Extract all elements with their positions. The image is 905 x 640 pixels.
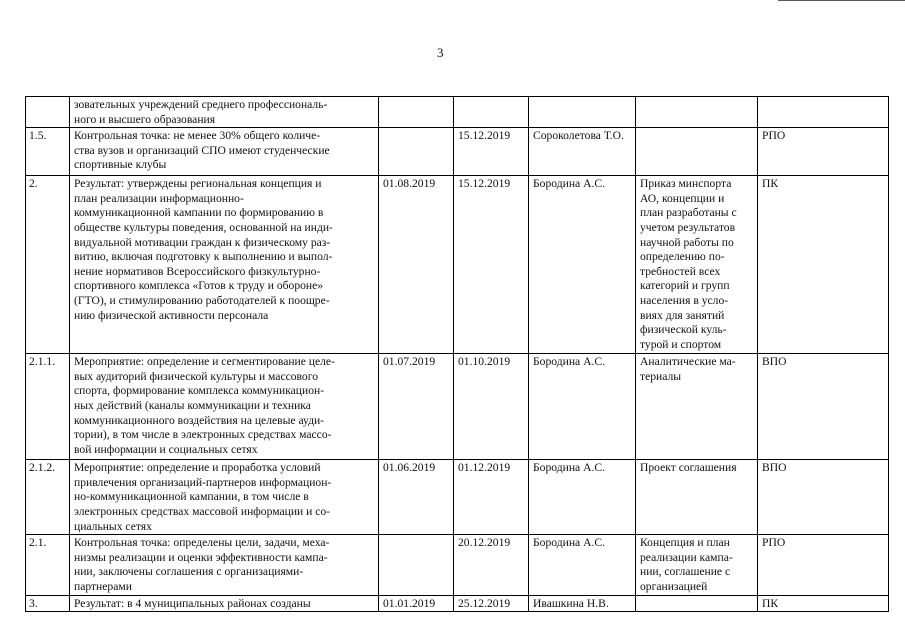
table-row <box>26 176 889 354</box>
description-cell-line: Контрольная точка: не менее 30% общего количе- <box>74 129 321 143</box>
description-cell-line: циальных сетях <box>74 519 152 533</box>
start-date-cell <box>379 128 454 176</box>
table-row <box>26 97 889 128</box>
control-level-cell: РПО <box>758 535 889 595</box>
plan-table <box>25 96 889 612</box>
description-cell-line: спортивного комплекса «Готов к труду и обороне» <box>74 279 324 293</box>
result-document-cell-line: виях для занятий <box>640 308 725 322</box>
row-number-cell: 1.5. <box>26 128 70 176</box>
description-cell-line: коммуникационной кампании по формированию в <box>74 206 324 220</box>
description-cell-line: нии, заключены соглашения с организациями- <box>74 565 304 579</box>
control-level-cell: ВПО <box>758 354 889 460</box>
result-document-cell-line: требностей всех <box>640 264 721 278</box>
end-date-cell: 01.12.2019 <box>454 460 529 535</box>
result-document-cell-line: нии, соглашение с <box>640 565 731 579</box>
description-cell <box>70 535 379 595</box>
description-cell-line: ства вузов и организаций СПО имеют студенческие <box>74 143 330 157</box>
end-date-cell: 25.12.2019 <box>454 595 529 612</box>
control-level-cell: ПК <box>758 176 889 354</box>
result-document-cell-line: АО, концепции и <box>640 191 725 205</box>
row-number-cell: 2.1. <box>26 535 70 595</box>
description-cell <box>70 97 379 128</box>
result-document-cell-line: Проект соглашения <box>640 461 737 475</box>
result-document-cell-line: организацией <box>640 579 708 593</box>
start-date-cell: 01.08.2019 <box>379 176 454 354</box>
start-date-cell: 01.07.2019 <box>379 354 454 460</box>
result-document-cell-line: научной работы по <box>640 235 734 249</box>
description-cell <box>70 595 379 612</box>
start-date-cell <box>379 535 454 595</box>
result-document-cell <box>636 176 758 354</box>
control-level-cell <box>758 97 889 128</box>
result-document-cell <box>636 128 758 176</box>
result-document-cell-line: населения в усло- <box>640 293 729 307</box>
description-cell-line: Результат: утверждены региональная концепция и <box>74 177 322 191</box>
description-cell-line: партнерами <box>74 579 132 593</box>
description-cell-line: ного и высшего образования <box>74 112 216 126</box>
description-cell-line: ных действий (каналы коммуникации и техника <box>74 398 311 412</box>
result-document-cell-line: план разработаны с <box>640 206 737 220</box>
description-cell-line: вых аудиторий физической культуры и массового <box>74 369 318 383</box>
result-document-cell <box>636 595 758 612</box>
description-cell-line: видуальной мотивации граждан к физическому раз- <box>74 235 331 249</box>
responsible-person-cell: Бородина А.С. <box>529 535 636 595</box>
row-number-cell: 3. <box>26 595 70 612</box>
page-number: 3 <box>437 45 444 60</box>
result-document-cell <box>636 354 758 460</box>
description-cell-line: нию физической активности персонала <box>74 308 269 322</box>
description-cell-line: план реализации информационно- <box>74 191 244 205</box>
description-cell-line: привлечения организаций-партнеров информацион- <box>74 475 332 489</box>
description-cell-line: обществе культуры поведения, основанной на инди- <box>74 220 333 234</box>
description-cell-line: электронных средствах массовой информации и со- <box>74 504 331 518</box>
end-date-cell: 20.12.2019 <box>454 535 529 595</box>
table-row <box>26 354 889 460</box>
control-level-cell: ВПО <box>758 460 889 535</box>
control-level-cell: РПО <box>758 128 889 176</box>
description-cell <box>70 460 379 535</box>
responsible-person-cell: Сороколетова Т.О. <box>529 128 636 176</box>
responsible-person-cell: Бородина А.С. <box>529 460 636 535</box>
start-date-cell: 01.06.2019 <box>379 460 454 535</box>
result-document-cell-line: Аналитические ма- <box>640 355 736 369</box>
table-row <box>26 535 889 595</box>
control-level-cell: ПК <box>758 595 889 612</box>
result-document-cell-line: реализации кампа- <box>640 550 733 564</box>
row-number-cell: 2.1.1. <box>26 354 70 460</box>
end-date-cell: 01.10.2019 <box>454 354 529 460</box>
description-cell <box>70 176 379 354</box>
table-row <box>26 460 889 535</box>
responsible-person-cell <box>529 97 636 128</box>
row-number-cell: 2. <box>26 176 70 354</box>
result-document-cell <box>636 535 758 595</box>
description-cell-line: Результат: в 4 муниципальных районах созданы <box>74 596 311 610</box>
description-cell-line: но-коммуникационной кампании, в том числе в <box>74 490 309 504</box>
table-row <box>26 128 889 176</box>
description-cell-line: Мероприятие: определение и проработка условий <box>74 461 321 475</box>
description-cell <box>70 354 379 460</box>
end-date-cell: 15.12.2019 <box>454 128 529 176</box>
description-cell <box>70 128 379 176</box>
result-document-cell-line: Концепция и план <box>640 536 730 550</box>
end-date-cell: 15.12.2019 <box>454 176 529 354</box>
result-document-cell-line: категорий и групп <box>640 279 730 293</box>
description-cell-line: Контрольная точка: определены цели, задачи, меха- <box>74 536 330 550</box>
description-cell-line: вой информации и социальных сетях <box>74 442 258 456</box>
description-cell-line: тории), в том числе в электронных средствах массо- <box>74 428 332 442</box>
description-cell-line: коммуникационного воздействия на целевые ауди- <box>74 413 325 427</box>
end-date-cell <box>454 97 529 128</box>
row-number-cell <box>26 97 70 128</box>
responsible-person-cell: Бородина А.С. <box>529 176 636 354</box>
result-document-cell-line: турой и спортом <box>640 337 722 351</box>
start-date-cell <box>379 97 454 128</box>
description-cell-line: зовательных учреждений среднего профессиональ- <box>74 98 328 111</box>
responsible-person-cell: Ивашкина Н.В. <box>529 595 636 612</box>
result-document-cell <box>636 97 758 128</box>
result-document-cell-line: физической куль- <box>640 323 727 337</box>
result-document-cell-line: учетом результатов <box>640 220 736 234</box>
result-document-cell-line: Приказ минспорта <box>640 177 732 191</box>
description-cell-line: нение нормативов Всероссийского физкультурно- <box>74 264 321 278</box>
start-date-cell: 01.01.2019 <box>379 595 454 612</box>
table-row <box>26 595 889 612</box>
top-rule <box>778 0 905 1</box>
result-document-cell-line: териалы <box>640 369 682 383</box>
description-cell-line: спорта, формирование комплекса коммуникацион- <box>74 384 325 398</box>
result-document-cell <box>636 460 758 535</box>
description-cell-line: спортивные клубы <box>74 158 167 172</box>
responsible-person-cell: Бородина А.С. <box>529 354 636 460</box>
row-number-cell: 2.1.2. <box>26 460 70 535</box>
table-body <box>26 97 889 612</box>
description-cell-line: (ГТО), и стимулированию работодателей к поощре- <box>74 293 330 307</box>
description-cell-line: витию, включая подготовку к выполнению и выпол- <box>74 250 333 264</box>
result-document-cell-line: определению по- <box>640 250 725 264</box>
description-cell-line: Мероприятие: определение и сегментирование целе- <box>74 355 335 369</box>
description-cell-line: низмы реализации и оценки эффективности кампа- <box>74 550 328 564</box>
